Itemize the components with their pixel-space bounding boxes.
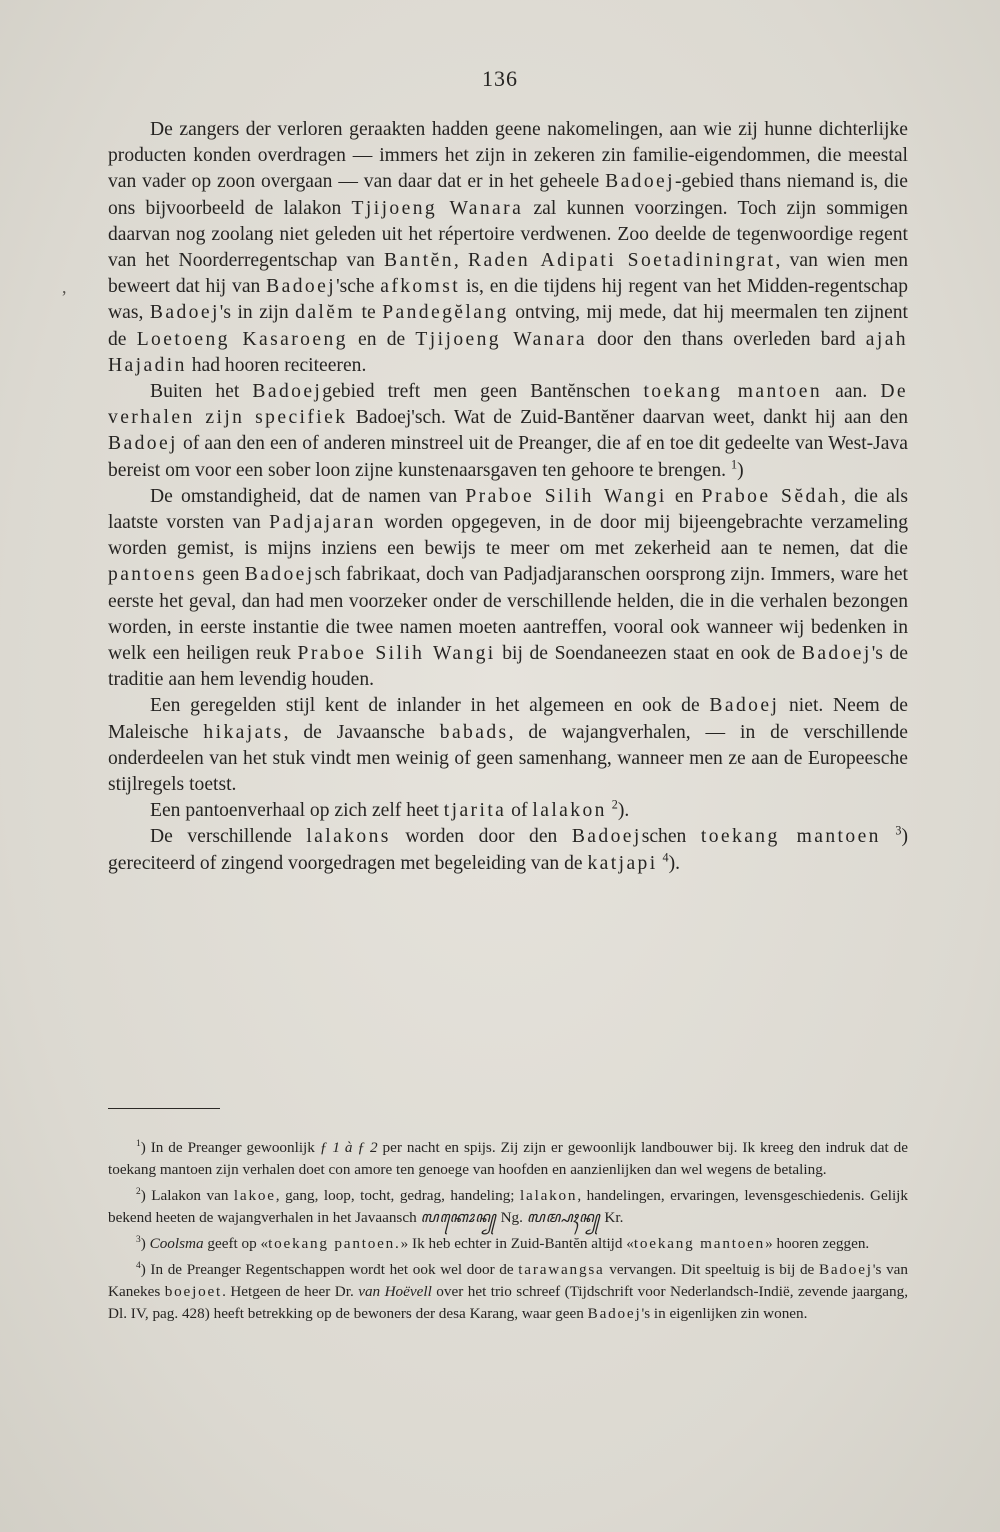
spaced-term: lalakons [306,826,391,848]
text-run: per nacht en spijs. Zij zijn er gewoonlijk landbouwer bij. Ik kreeg den indruk dat de toekang mantoen zijn verhalen doet con amore ten genoege van hoofden en aanzienlijken dan wel wegens de betaling. [108,1139,908,1178]
text-run: , gang, loop, tocht, gedrag, handeling; [275,1187,521,1204]
text-run: had hooren reciteeren. [186,354,367,376]
text-run: ) gereciteerd of zingend voorgedragen met begeleiding van de [108,826,908,874]
text-run: schen [641,826,701,848]
text-run [881,826,896,847]
text-run: niet. Neem de Maleische [108,695,908,743]
spaced-term: Bantĕn [384,250,454,272]
spaced-term: Praboe Silih Wangi [465,485,667,507]
text-run: of aan den een of anderen minstreel uit de Preanger, die af en toe dit gedeelte van West-Java bereist om voor een sober loon zijne kunstenaarsgaven ten gehoore te brengen. [108,433,908,481]
text-run: ). [668,852,681,874]
margin-mark: , [62,277,67,297]
footnote-marker: 3 [895,823,902,838]
text-run: , van wien men beweert dat hij van [108,250,909,298]
text-run: 's in eigenlijken zin wonen. [641,1305,808,1322]
footnote [108,1185,908,1229]
spaced-term: Praboe Silih Wangi [297,643,496,665]
footnote-marker: 4 [662,850,669,865]
spaced-term: ajah Hajadin [108,328,908,376]
spaced-term: afkomst [380,276,461,298]
spaced-term: Badoej [252,381,323,403]
text-run: Een pantoenverhaal op zich zelf heet [150,800,444,822]
spaced-term: Badoej [149,302,220,324]
text-run: geeft op « [203,1235,269,1252]
spaced-term: tjarita [443,800,507,822]
text-run: Een geregelden stijl kent de inlander in het algemeen en ook de [150,695,710,717]
text-run: ) Lalakon van [140,1187,234,1204]
text-run: ) In de Preanger Regentschappen wordt het ook wel door de [140,1261,519,1278]
italic-term: van Hoëvell [358,1283,432,1300]
text-run: De zangers der verloren geraakten hadden geene nakomelingen, aan wie zij hunne dichterlijke producten konden overdragen — immers het zijn in zekeren zin familie-eigendommen, die meestal van vader op zoon overgaan — van daar dat er in het geheele [108,119,908,193]
footnote-marker: 2 [611,797,618,812]
footnote-marker: 3 [136,1234,141,1245]
text-run: sch fabrikaat, doch van Padjadjaranschen oorsprong zijn. Immers, ware het eerste het geval, dan had men voorzeker onder de verschillende helden, die in die verhalen bezongen worden, in eerste instantie die twee namen moeten aantreffen, vooral ook wanneer wij bedenken in welk een heiligen reuk [108,564,908,665]
text-run: Kr. [600,1209,624,1226]
text-run: vervangen. Dit speeltuig is bij de [604,1261,819,1278]
text-run: door den thans overleden bard [586,328,866,350]
main-text [108,117,908,877]
spaced-term: toekang mantoen [700,826,881,848]
footnote [108,1137,908,1181]
spaced-term: Badoej [108,433,178,455]
spaced-term: Padjajaran [269,512,376,534]
spaced-term: De verhalen zijn specifiek [108,381,908,429]
text-run: ) [140,1235,150,1252]
text-run: . Hetgeen de heer Dr. [222,1283,359,1300]
spaced-term: Badoej [709,695,780,717]
spaced-term: hikajats [203,721,284,743]
text-run: » hooren zeggen. [765,1235,870,1252]
spaced-term: Badoej [244,564,315,586]
footnote-marker: 1 [730,457,738,472]
spaced-term: Raden Adipati Soetadiningrat [467,250,776,272]
text-run: en de [347,328,416,350]
spaced-term: babads [439,721,509,743]
footnotes [108,1137,908,1329]
text-run: gebied treft men geen Bantĕnschen [322,381,644,403]
text-run: , de wajangverhalen, — in de verschillende onderdeelen van het stuk vindt men weinig of geen samenhang, wanneer men ze aan de Europeesche stijlregels toetst. [108,721,908,796]
text-run: 'sche [336,276,381,298]
text-run: , de Javaansche [283,721,440,743]
spaced-term: toekang pantoen. [268,1235,401,1252]
paragraph [108,484,908,694]
text-run: , die als laatste vorsten van [108,485,908,534]
spaced-term: Badoej [266,276,337,298]
footnote-divider [108,1108,220,1109]
spaced-term: toekang mantoen [633,1235,766,1252]
text-run: ontving, mij mede, dat hij meermalen ten zijnent de [108,302,909,350]
spaced-term: Tjijoeng Wanara [415,328,587,350]
text-run: en [666,485,702,507]
italic-term: ƒ 1 à ƒ 2 [319,1139,378,1156]
italic-term: Coolsma [149,1235,204,1252]
spaced-term: tarawangsa [518,1261,605,1278]
text-run: ). [617,800,630,822]
footnote [108,1233,908,1255]
text-run: geen [196,564,245,586]
spaced-term: lalakon [532,800,607,822]
footnote-marker: 4 [136,1260,141,1271]
text-run: worden opgegeven, in de door mij bijeengebrachte verzameling worden gemist, is mijns inziens een bewijs te meer om met zekerheid aan te nemen, dat die [108,512,908,560]
footnote-marker: 2 [136,1186,141,1197]
text-run: De omstandigheid, dat de namen van [150,485,466,507]
spaced-term: Badoej [801,643,872,665]
spaced-term: Badoej [571,826,642,848]
text-run: 's in zijn [219,302,296,324]
footnote [108,1259,908,1325]
paragraph [108,379,908,484]
spaced-term: toekang mantoen [643,381,823,403]
spaced-term: dalĕm [295,302,356,324]
page-number: 136 [482,66,518,91]
spaced-term: lakoe [233,1187,276,1204]
spaced-term: pantoens [108,564,197,586]
text-run: over het trio schreef (Tijdschrift voor Nederlandsch-Indië, zevende jaargang, Dl. IV, pag. 428) heeft betrekking op de bewoners der desa Karang, waar geen [108,1283,908,1322]
paragraph [108,117,908,379]
spaced-term: Badoej [818,1261,873,1278]
footnote-marker: 1 [136,1138,141,1149]
text-run: Buiten het [150,381,253,403]
text-run: is, en die tijdens hij regent van het Midden-regentschap was, [108,276,908,324]
text-run: 's de traditie aan hem levendig houden. [108,643,908,691]
text-run: zal kunnen voorzingen. Toch zijn sommigen daarvan nog zoolang niet geleden uit het répertoire verdwenen. Zoo deelde de tegenwoordige regent van het Noorderregentschap van [108,197,908,272]
text-run: ) In de Preanger gewoonlijk [140,1139,320,1156]
javanese-script: ꦭꦩ꧀ꦥꦃꦤ꧀ [526,1210,601,1226]
text-run: 's van Kanekes [108,1261,908,1300]
spaced-term: boejoet [164,1283,223,1300]
text-run: Ng. [496,1209,527,1226]
text-run: ) [737,459,744,481]
spaced-term: Praboe Sĕdah [701,485,841,507]
text-run: -gebied thans niemand is, die ons bijvoorbeeld de lalakon [108,171,908,219]
spaced-term: lalakon [520,1187,578,1204]
text-run: , [453,250,468,272]
paragraph [108,824,908,876]
spaced-term: Tjijoeng Wanara [351,197,524,219]
spaced-term: Loetoeng Kasaroeng [136,328,348,350]
paragraph [108,798,908,824]
text-run: aan. [822,381,881,403]
text-run: worden door den [390,826,572,848]
javanese-script: ꦭꦏꦺꦴꦤ꧀ [420,1210,497,1226]
text-run: , handelingen, ervaringen, levensgeschiedenis. Gelijk bekend heeten de wajangverhalen in het Javaansch [108,1187,908,1226]
paragraph [108,693,908,798]
text-run: bij de Soendaneezen staat en ook de [495,643,802,665]
spaced-term: katjapi [587,852,658,874]
text-run: of [506,800,533,822]
spaced-term: Pandegĕlang [382,302,509,324]
text-run: Badoej'sch. Wat de Zuid-Bantĕner daarvan weet, dankt hij aan den [347,407,908,429]
spaced-term: Badoej [605,171,675,193]
text-run: te [355,302,383,324]
spaced-term: Badoej [587,1305,642,1322]
text-run: De verschillende [150,826,307,848]
text-run: » Ik heb echter in Zuid-Bantĕn altijd « [400,1235,634,1252]
